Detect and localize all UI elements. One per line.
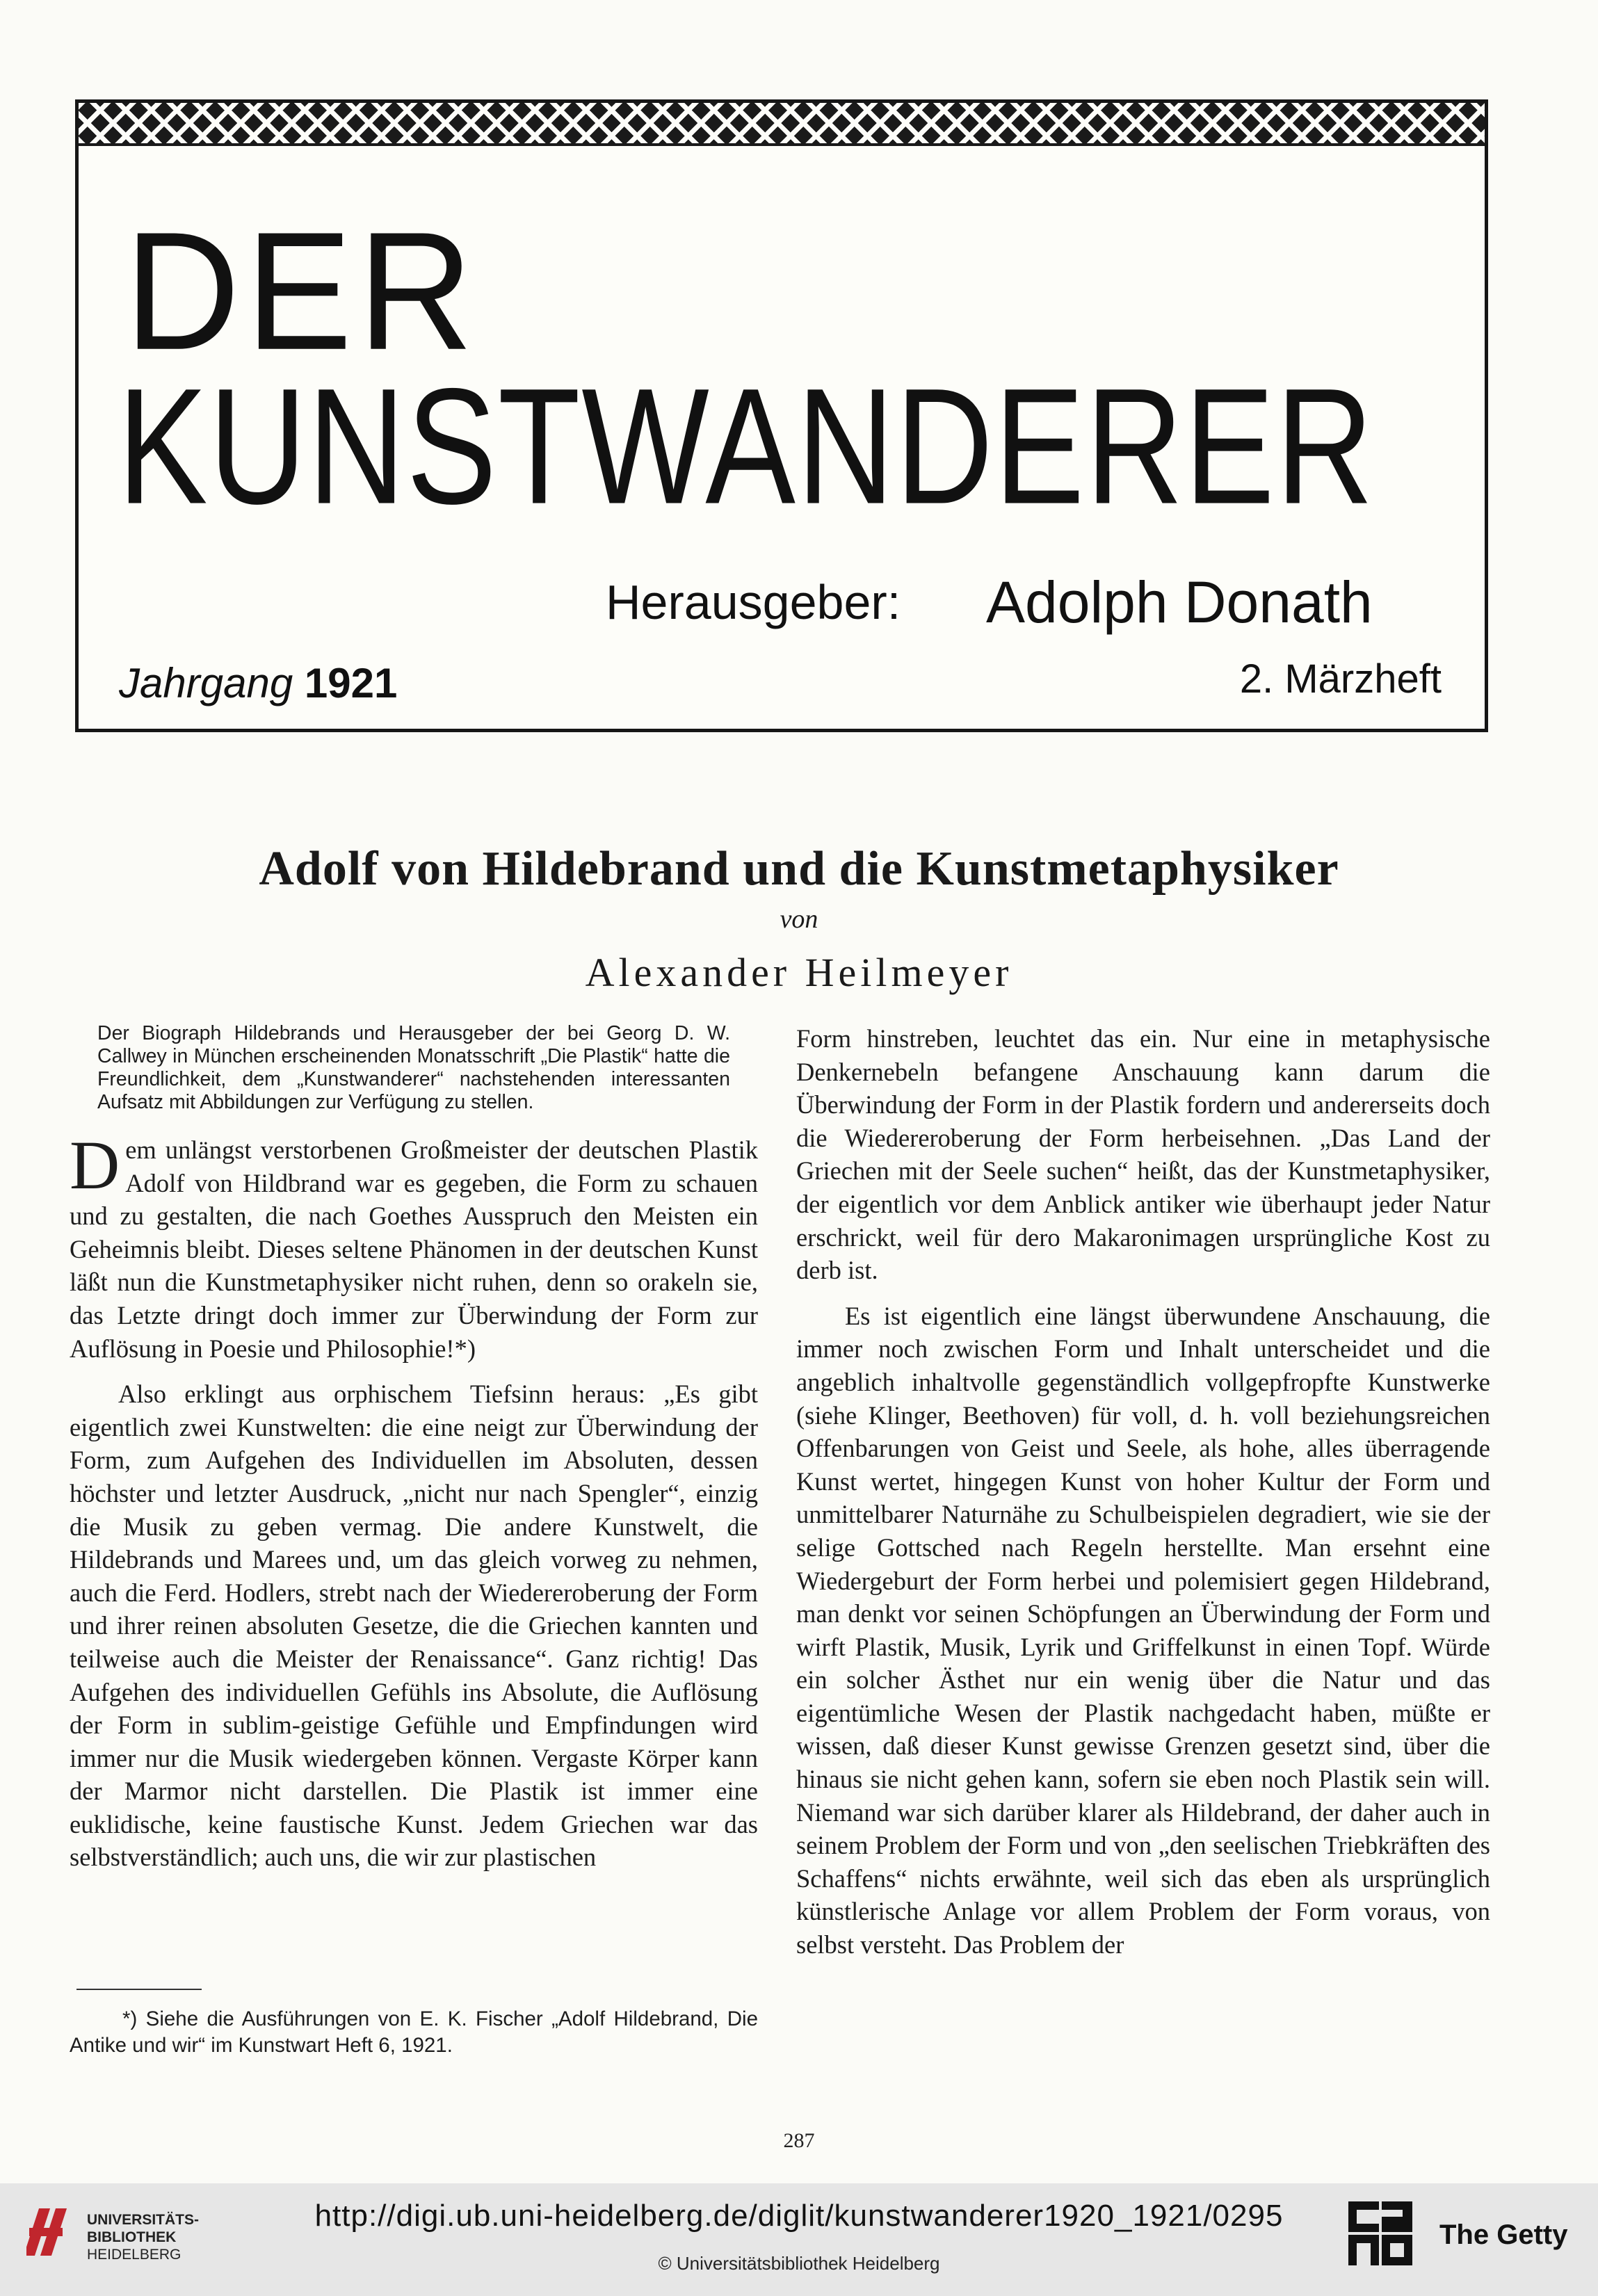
masthead-title-kunstwanderer: KUNSTWANDERER xyxy=(118,353,1375,538)
column-left xyxy=(70,1022,758,1874)
paragraph xyxy=(70,1126,758,1365)
ornament-border xyxy=(79,103,1485,146)
by-line: von xyxy=(780,905,818,934)
footnote: *) Siehe die Ausführungen von E. K. Fischer „Adolf Hildebrand, Die Antike und wir“ im Kunstwart Heft 6, 1921. xyxy=(70,2007,758,2057)
publisher-name: Adolph Donath xyxy=(986,569,1373,635)
copyright-notice: © Universitätsbibliothek Heidelberg xyxy=(658,2253,940,2274)
source-url-link[interactable]: http://digi.ub.uni-heidelberg.de/diglit/kunstwanderer1920_1921/0295 xyxy=(314,2199,1284,2233)
article-title: Adolf von Hildebrand und die Kunstmetaphysiker xyxy=(259,842,1339,896)
masthead-title-der: DER xyxy=(124,197,479,385)
drop-cap: D xyxy=(70,1126,120,1204)
volume-year xyxy=(119,659,397,707)
paragraph: Form hinstreben, leuchtet das ein. Nur eine in metaphysische Denkernebeln befangene Anschauung kann darum die Überwindung der Form in der Plastik fordern und andererseits doch die Wiedereroberung der Form herbeisehnen. „Das Land der Griechen mit der Seele suchen“ heißt, das der Kunstmetaphysiker, der eigentlich vor dem Anblick antiker wie überhaupt jeder Natur erschrickt, weil für dero Makaronimagen ursprüngliche Kost zu derb ist. xyxy=(796,1024,1490,1285)
publisher-label: Herausgeber: xyxy=(606,575,901,629)
article-author: Alexander Heilmeyer xyxy=(585,950,1013,995)
library-line-2: BIBLIOTHEK xyxy=(87,2229,177,2245)
issue-label: 2. Märzheft xyxy=(1239,656,1442,702)
paragraph: Also erklingt aus orphischem Tiefsinn heraus: „Es gibt eigentlich zwei Kunstwelten: die eine neigt zur Überwindung der Form, zum Aufgehen des Individuellen im Absoluten, dessen höchster und letzter Ausdruck, „nicht nur nach Spengler“, einzig die Musik zu geben vermag. Die andere Kunstwelt, die Hildebrands und Marees und, um das gleich vorweg zu nehmen, auch die Ferd. Hodlers, strebt nach der Wiedereroberung der Form und ihrer reinen absoluten Gesetze, die die Griechen kannten und teilweise auch die Meister der Renaissance“. Ganz richtig! Das Aufgehen des individuellen Gefühls ins Absolute, die Auflösung der Form in sublim-geistige Gefühle und Empfindungen wird immer nur die Musik wiedergeben können. Vergaste Körper kann der Marmor nicht darstellen. Die Plastik ist immer eine euklidische, keine faustische Kunst. Jedem Griechen war das selbstverständlich; auch uns, die wir zur plastischen xyxy=(70,1380,758,1872)
library-line-1: UNIVERSITÄTS- xyxy=(87,2212,200,2228)
editorial-intro: Der Biograph Hildebrands und Herausgeber der bei Georg D. W. Callwey in München erscheinenden Monatsschrift „Die Plastik“ hatte die Freundlichkeit, dem „Kunstwanderer“ nachstehenden interessanten Aufsatz mit Abbildungen zur Verfügung zu stellen. xyxy=(97,1022,730,1113)
getty-logo-icon[interactable] xyxy=(1346,2199,1415,2272)
year-value: 1921 xyxy=(304,660,398,706)
year-label: Jahrgang xyxy=(119,660,293,706)
footer-bar xyxy=(0,2183,1598,2296)
footnote-divider xyxy=(76,1989,202,1990)
masthead xyxy=(75,99,1488,732)
getty-label[interactable]: The Getty xyxy=(1439,2220,1568,2250)
column-right xyxy=(796,1022,1490,1962)
paragraph: Es ist eigentlich eine längst überwundene Anschauung, die immer noch zwischen Form und Inhalt unterscheidet und die angeblich inhaltvolle gegenständlich vollgepfropfte Kunstwerke (siehe Klinger, Beethoven) für voll, d. h. voll beziehungsreichen Offenbarungen von Geist und Seele, als hohe, alles überragende Kunst wertet, hingegen Kunst von hoher Kultur der Form und unmittelbarer Naturnähe zu Schulbeispielen degradiert, wie sie der selige Gottsched nach Regeln herstellte. Man ersehnt eine Wiedergeburt der Form herbei und polemisiert gegen Hildebrand, man denkt vor seinen Schöpfungen an Überwindung der Form und wirft Plastik, Musik, Lyrik und Griffelkunst in einen Topf. Würde ein solcher Ästhet nur ein wenig über die Natur und das eigentümliche Wesen der Plastik nachgedacht haben, müßte er wissen, daß dieser Kunst gewisse Grenzen gesetzt sind, über die hinaus sie nicht gehen kann, sofern sie eben noch Plastik sein will. Niemand war sich darüber klarer als Hildebrand, der daher auch in seinem Problem der Form und von „den seelischen Triebkräften des Schaffens“ nichts erwähnte, weil sich das eben als ursprünglich künstlerische Anlage vor allem Problem der Form voraus, von selbst versteht. Das Problem der xyxy=(796,1301,1490,1959)
library-line-3: HEIDELBERG xyxy=(87,2247,181,2263)
page-number: 287 xyxy=(783,2129,815,2152)
paragraph-text: em unlängst verstorbenen Großmeister der deutschen Plastik Adolf von Hildbrand war es gegeben, die Form zu schauen und zu gestalten, die nach Goethes Ausspruch den Meisten ein Geheimnis bleibt. Dieses seltene Phänomen in der deutschen Kunst läßt nun die Kunstmetaphysiker nicht ruhen, denn so orakeln sie, das Letzte dringt doch immer zur Überwindung der Form zur Auflösung in Poesie und Philosophie!*) xyxy=(70,1135,758,1363)
